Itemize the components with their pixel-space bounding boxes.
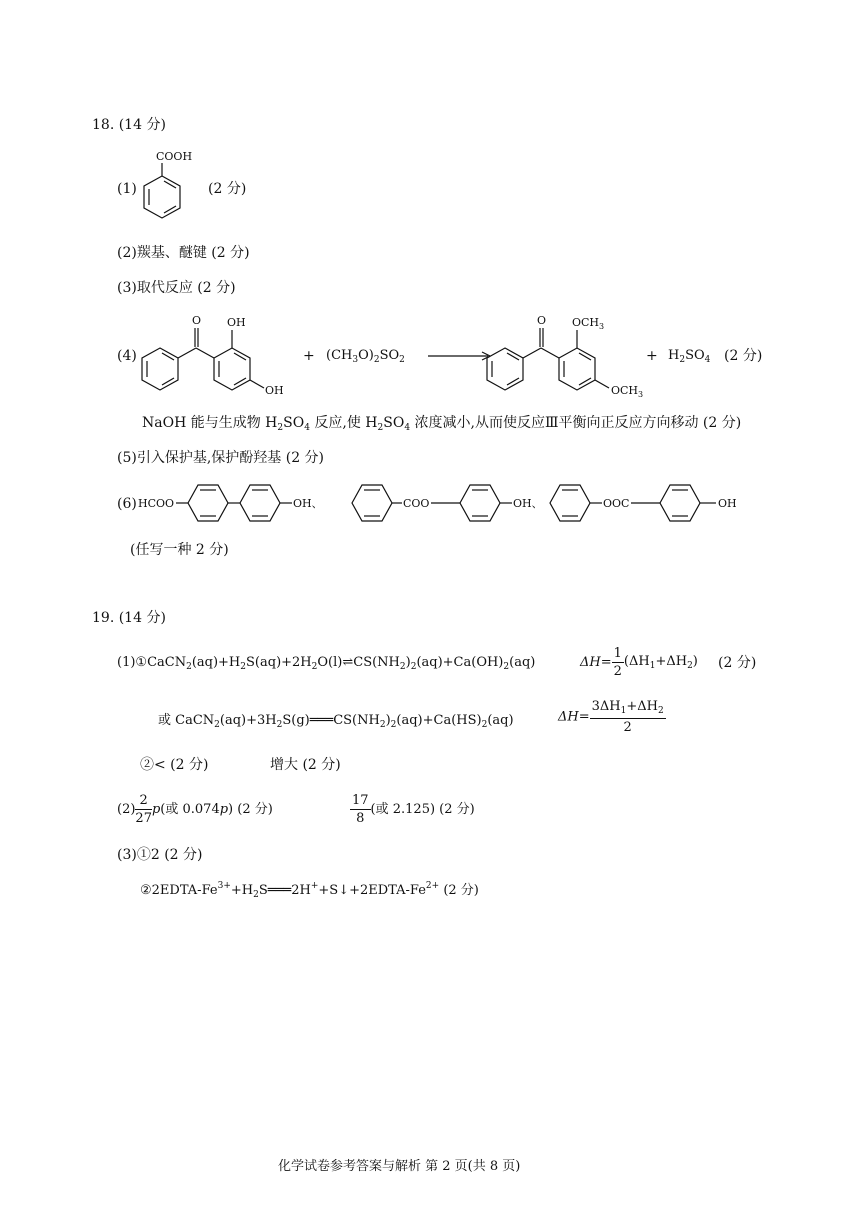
dimethyl-sulfate: $(CH_3O)_2SO_2$ bbox=[326, 348, 405, 365]
page-footer: 化学试卷参考答案与解析 第 2 页(共 8 页) bbox=[278, 1159, 521, 1174]
q18-p4-explanation: NaOH 能与生成物 $H_2SO_4$ 反应,使 $H_2SO_4$ 浓度减小,从而使反应Ⅲ平衡向正反应方向移动 (2 分) bbox=[142, 415, 742, 433]
q18-p6-label: (6) bbox=[117, 496, 137, 512]
q19-l1-score: (2 分) bbox=[718, 655, 757, 671]
q19-l1-equation: $(1)①CaCN_2(aq)+H_2S(aq)+2H_2O(l)\rightleftharpoons CS(NH_2)_2(aq)+Ca(OH)_2(aq)$ bbox=[117, 655, 536, 672]
q19-l2-dh: ΔH= $\frac{3\Delta H_1+\Delta H_2}{2}$ bbox=[558, 699, 664, 735]
benzoic-acid-structure bbox=[130, 146, 210, 232]
oh-label-1: OH bbox=[227, 316, 246, 329]
q18-p5: (5)引入保护基,保护酚羟基 (2 分) bbox=[117, 450, 325, 466]
q18-p1-label: (1) bbox=[117, 181, 137, 197]
equals-arrow: ═══ bbox=[309, 713, 334, 728]
ooc-label: OOC bbox=[603, 497, 630, 510]
q18-p3: (3)取代反应 (2 分) bbox=[117, 280, 236, 296]
q19-l4: (2) $\frac{2}{27}$ p(或 0.074p) (2 分) bbox=[117, 793, 273, 826]
isomer-structures bbox=[138, 478, 758, 526]
q19-l6: $②2EDTA-Fe^{3+}+H_2S═══2H^++S↓+2EDTA-Fe^{2+}$ (2 分) bbox=[140, 881, 479, 900]
q19-l5: (3)①2 (2 分) bbox=[117, 847, 203, 863]
q19-l1-dh: ΔH= $\frac{1}{2}$ $(\Delta H_1+\Delta H_2)$ bbox=[580, 646, 698, 679]
plus-sign-2: + bbox=[646, 348, 658, 364]
q19-l2-equation: 或 $CaCN_2(aq)+3H_2S(g)═══CS(NH_2)_2(aq)+Ca(HS)_2(aq)$ bbox=[158, 713, 514, 730]
product-structure bbox=[475, 310, 655, 402]
product-o-label: O bbox=[537, 314, 547, 327]
q19-l3-a: ②< (2 分) bbox=[140, 757, 209, 773]
ome-label-2: $OCH_3$ bbox=[611, 384, 644, 399]
q18-p1-score: (2 分) bbox=[208, 181, 247, 197]
hcoo-label: HCOO bbox=[138, 497, 175, 510]
carbonyl-o-label: O bbox=[192, 314, 202, 327]
q18-header: 18. (14 分) bbox=[92, 117, 166, 133]
q18-p6-note: (任写一种 2 分) bbox=[130, 542, 229, 558]
reactant-structure bbox=[130, 310, 300, 400]
q18-p2: (2)羰基、醚键 (2 分) bbox=[117, 245, 250, 261]
sulfuric-acid: $H_2SO_4$ bbox=[668, 348, 711, 365]
cooh-label: COOH bbox=[156, 150, 193, 163]
q19-header: 19. (14 分) bbox=[92, 610, 166, 626]
equals-arrow-2: ═══ bbox=[267, 883, 292, 898]
q18-p4-label: (4) bbox=[117, 348, 137, 364]
oh-label-s3: OH bbox=[718, 497, 737, 510]
oh-label-2: OH bbox=[265, 384, 284, 397]
q19-l3-b: 增大 (2 分) bbox=[270, 757, 341, 773]
q19-l4-second: $\frac{17}{8}$ (或 2.125) (2 分) bbox=[352, 793, 475, 826]
oh-label-s1: OH、 bbox=[293, 497, 323, 510]
oh-label-s2: OH、 bbox=[513, 497, 543, 510]
plus-sign-1: + bbox=[303, 348, 315, 364]
equilibrium-arrow: ⇌ bbox=[342, 655, 354, 670]
ome-label-1: $OCH_3$ bbox=[572, 316, 605, 331]
coo-label: COO bbox=[403, 497, 430, 510]
q18-p4-score: (2 分) bbox=[724, 348, 763, 364]
